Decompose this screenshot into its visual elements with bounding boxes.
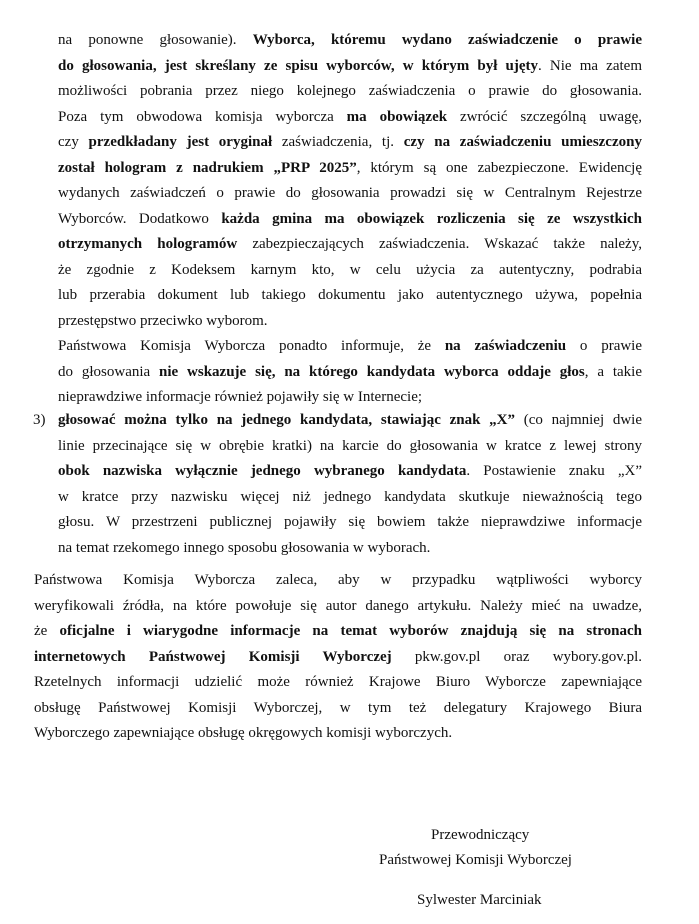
text-line — [34, 621, 642, 641]
bold-text: czy na zaświadczeniu umieszczony — [403, 134, 642, 150]
text-line — [58, 107, 642, 127]
text-span: Rzetelnych informacji udzielić może również Krajowe Biuro Wyborcze zapewniające — [34, 674, 642, 690]
signature-title: Przewodniczący — [431, 827, 530, 843]
text-line — [58, 410, 642, 430]
bold-text: nie wskazuje się, na którego kandydata wyborca oddaje głos — [159, 363, 585, 380]
bold-text: głosować można tylko na jednego kandydata, stawiając znak „X” — [58, 412, 515, 428]
text-line — [58, 183, 642, 203]
text-span: na ponowne głosowanie). — [58, 32, 253, 48]
text-line — [58, 260, 642, 280]
text-span: że — [34, 623, 60, 639]
text-line — [34, 570, 642, 590]
text-span: do głosowania — [58, 363, 160, 380]
text-span: że zgodnie z Kodeksem karnym kto, w celu użycia za autentyczny, podrabia — [58, 261, 642, 278]
text-span: weryfikowali źródła, na które powołuje się autor danego artykułu. Należy mieć na uwadze, — [34, 597, 642, 614]
text-line — [58, 512, 642, 532]
text-line — [34, 596, 642, 616]
text-line — [58, 81, 642, 101]
text-span: , którym są one zabezpieczone. Ewidencję — [356, 159, 642, 176]
bold-text: został hologram z nadrukiem „PRP 2025” — [58, 159, 357, 176]
text-span: pkw.gov.pl oraz wybory.gov.pl. — [391, 648, 642, 665]
bold-text: Wyborca, któremu wydano zaświadczenie o prawie — [252, 32, 643, 48]
text-line — [58, 336, 642, 356]
bold-text: do głosowania, jest skreślany ze spisu wyborców, w którym był ujęty — [58, 57, 539, 74]
text-span: w kratce przy nazwisku więcej niż jednego kandydata skutkuje nieważnością tego — [58, 488, 642, 505]
text-span: Państwowa Komisja Wyborcza ponadto informuje, że — [58, 338, 445, 354]
text-line — [58, 461, 642, 481]
text-line — [58, 436, 642, 456]
text-line — [58, 132, 642, 152]
list-number-3: 3) — [33, 412, 46, 428]
text-span: lub przerabia dokument lub takiego dokumentu jako autentycznego używa, popełnia — [58, 287, 642, 303]
text-span: . Nie ma zatem — [538, 57, 642, 74]
bold-text: każda gmina ma obowiązek rozliczenia się ze wszystkich — [221, 210, 643, 227]
text-line — [58, 311, 642, 331]
text-line — [58, 387, 642, 407]
text-span: Poza tym obwodowa komisja wyborcza — [58, 108, 347, 125]
text-span: Wyborczego zapewniające obsługę okręgowych komisji wyborczych. — [34, 725, 453, 741]
text-span: możliwości pobrania przez niego kolejnego zaświadczenia o prawie do głosowania. — [58, 83, 642, 99]
text-span: czy — [58, 134, 89, 150]
text-line — [34, 672, 642, 692]
bold-text: obok nazwiska wyłącznie jednego wybranego kandydata — [58, 463, 467, 479]
text-line — [58, 30, 642, 50]
text-line — [34, 723, 642, 743]
text-span: linie przecinające się w obrębie kratki) na karcie do głosowania w kratce z lewej strony — [58, 437, 642, 454]
bold-text: otrzymanych hologramów — [58, 236, 238, 252]
text-line — [34, 647, 642, 667]
text-span: Państwowa Komisja Wyborcza zaleca, aby w przypadku wątpliwości wyborcy — [34, 572, 642, 588]
text-line — [58, 56, 642, 76]
text-span: zwrócić szczególną uwagę, — [447, 108, 642, 125]
text-line — [58, 158, 642, 178]
bold-text: internetowych Państwowej Komisji Wyborczej — [34, 648, 392, 665]
text-line — [34, 698, 642, 718]
text-line — [58, 487, 642, 507]
signature-name: Sylwester Marciniak — [417, 892, 542, 908]
text-line — [58, 234, 642, 254]
text-span: o prawie — [566, 338, 643, 354]
text-span: Wyborców. Dodatkowo — [58, 210, 222, 227]
text-span: przestępstwo przeciwko wyborom. — [58, 312, 268, 329]
text-span: (co najmniej dwie — [515, 412, 643, 428]
text-span: na temat rzekomego innego sposobu głosowania w wyborach. — [58, 539, 431, 556]
signature-organ: Państwowej Komisji Wyborczej — [379, 852, 572, 868]
text-span: zaświadczenia, tj. — [272, 134, 404, 150]
text-span: wydanych zaświadczeń o prawie do głosowania prowadzi się w Centralnym Rejestrze — [58, 185, 642, 201]
text-line — [58, 285, 642, 305]
bold-text: na zaświadczeniu — [444, 338, 567, 354]
bold-text: ma obowiązek — [346, 108, 448, 125]
text-line — [58, 209, 642, 229]
bold-text: oficjalne i wiarygodne informacje na temat wyborów znajdują się na stronach — [59, 623, 642, 639]
text-span: obsługę Państwowej Komisji Wyborczej, w tym też delegatury Krajowego Biura — [34, 699, 642, 716]
text-span: . Postawienie znaku „X” — [466, 463, 642, 479]
text-span: nieprawdziwe informacje również pojawiły się w Internecie; — [58, 389, 423, 405]
bold-text: przedkładany jest oryginał — [88, 134, 273, 150]
text-span: głosu. W przestrzeni publicznej pojawiły się bowiem także nieprawdziwe informacje — [58, 514, 642, 530]
text-span: zabezpieczających zaświadczenia. Wskazać także należy, — [237, 236, 642, 252]
text-span: , a takie — [584, 363, 642, 380]
text-line — [58, 362, 642, 382]
text-line — [58, 538, 642, 558]
